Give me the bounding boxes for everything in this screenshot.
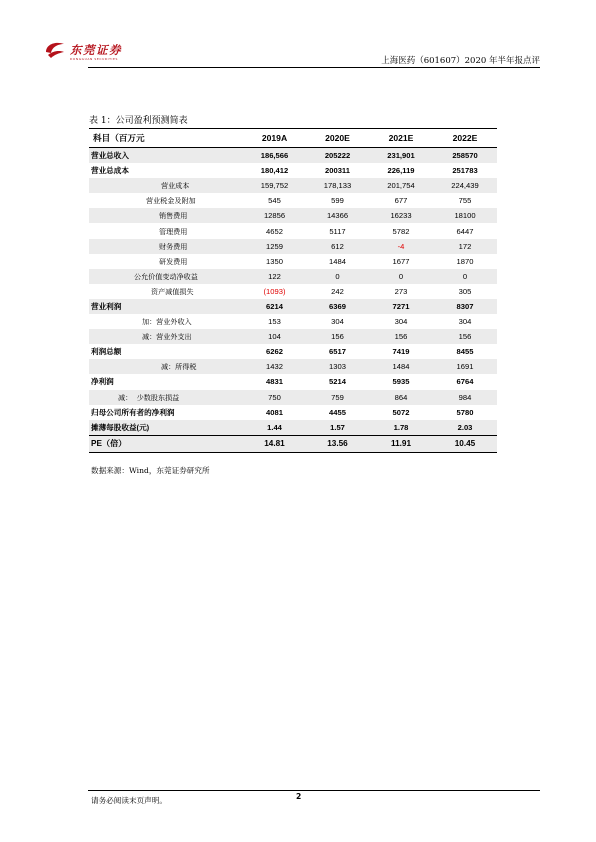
cell-value: 6262 (266, 347, 283, 357)
table-row (89, 148, 497, 164)
cell-value: 750 (268, 392, 281, 402)
cell-value: 305 (458, 286, 472, 296)
cell-value: 156 (458, 332, 472, 342)
cell-value: 304 (394, 317, 408, 327)
cell-value: 186,566 (260, 151, 289, 161)
cell-value: 0 (462, 271, 468, 281)
cell-value-negative: (1093) (263, 286, 286, 296)
table-row (89, 223, 497, 238)
table-row (89, 359, 497, 374)
data-source-note: 数据来源：Wind，东莞证券研究所 (91, 466, 210, 475)
cell-value: 122 (268, 271, 281, 281)
row-label: 营业税金及附加 (146, 196, 196, 206)
row-label: 减：营业外支出 (142, 332, 192, 342)
cell-value: 1484 (329, 256, 346, 266)
brand-name: 东莞证券 (70, 43, 122, 57)
cell-value: 2.03 (457, 422, 473, 432)
cell-value: 4081 (266, 407, 283, 417)
row-label: 归母公司所有者的净利润 (91, 407, 175, 417)
cell-value: 180,412 (260, 166, 289, 176)
cell-value: 16233 (390, 211, 412, 221)
cell-value: 304 (458, 317, 472, 327)
cell-value: 178,133 (323, 181, 352, 191)
row-label: 营业成本 (161, 181, 190, 191)
cell-value: 677 (394, 196, 408, 206)
table-row (89, 178, 497, 193)
table-row (89, 420, 497, 436)
column-header-2020e: 2020E (325, 132, 350, 143)
row-label: 销售费用 (159, 211, 188, 221)
cell-value: 304 (331, 317, 344, 327)
table-row-pe (89, 435, 497, 452)
row-label: 管理费用 (159, 226, 188, 236)
cell-value: 755 (458, 196, 472, 206)
cell-value: 6214 (266, 301, 283, 311)
cell-value: 8307 (456, 301, 474, 311)
table-row (89, 193, 497, 208)
row-label: 净利润 (91, 377, 114, 387)
cell-value: 1870 (456, 256, 474, 266)
row-label: 利润总额 (91, 347, 122, 357)
cell-value: 1484 (392, 362, 410, 372)
cell-value: 612 (331, 241, 344, 251)
cell-value: 172 (458, 241, 472, 251)
cell-value: 599 (331, 196, 344, 206)
earnings-forecast-table (89, 128, 497, 453)
table-row (89, 374, 497, 389)
cell-value: 984 (458, 392, 472, 402)
cell-value: 156 (394, 332, 408, 342)
table-caption: 表 1：公司盈利预测简表 (89, 116, 188, 126)
row-label: 营业总收入 (91, 151, 129, 161)
brand-subtitle: DONGGUAN SECURITIES (70, 57, 118, 61)
table-row (89, 405, 497, 420)
table-row (89, 390, 497, 405)
cell-value: 1.78 (393, 422, 409, 432)
column-header-2019a: 2019A (261, 132, 288, 143)
cell-value: 5072 (392, 407, 410, 417)
row-label: 营业利润 (91, 301, 122, 311)
row-label: PE（倍） (91, 439, 127, 449)
cell-value: 231,901 (387, 151, 415, 161)
table-row (89, 163, 497, 178)
cell-value: 156 (331, 332, 344, 342)
cell-value: 11.91 (390, 439, 412, 449)
cell-value: 1.57 (330, 422, 345, 432)
table-row (89, 344, 497, 359)
row-label: 营业总成本 (91, 166, 129, 176)
cell-value: 1.44 (267, 422, 282, 432)
row-label: 研发费用 (159, 256, 188, 266)
cell-value: 545 (268, 196, 281, 206)
table-row (89, 329, 497, 344)
table-row (89, 208, 497, 223)
cell-value: 0 (398, 271, 404, 281)
cell-value: 5117 (329, 226, 346, 236)
cell-value: 6764 (456, 377, 474, 387)
report-title: 上海医药（601607）2020 年半年报点评 (381, 56, 540, 66)
cell-value: 1303 (329, 362, 346, 372)
logo-mark-icon (44, 38, 66, 60)
cell-value: 201,754 (387, 181, 415, 191)
row-label: 摊薄每股收益(元) (91, 422, 150, 432)
cell-value: 153 (268, 317, 281, 327)
cell-value: 5935 (392, 377, 410, 387)
row-label: 加：营业外收入 (142, 317, 192, 327)
row-label: 财务费用 (159, 241, 188, 251)
row-label: 减：所得税 (161, 362, 197, 372)
cell-value: 4455 (329, 407, 346, 417)
cell-value: 864 (394, 392, 408, 402)
cell-value: 1691 (456, 362, 474, 372)
cell-value: 1677 (392, 256, 410, 266)
table-row (89, 269, 497, 284)
footer-divider (88, 790, 540, 791)
cell-value: 200311 (325, 166, 350, 176)
cell-value: 4831 (266, 377, 283, 387)
cell-value: 242 (331, 286, 344, 296)
cell-value: 6369 (329, 301, 346, 311)
table-row (89, 239, 497, 254)
cell-value: 8455 (456, 347, 474, 357)
table-row (89, 254, 497, 269)
cell-value: 759 (331, 392, 344, 402)
cell-value: 14366 (326, 211, 349, 221)
cell-value: 0 (335, 271, 340, 281)
footer-disclaimer: 请务必阅读末页声明。 (91, 796, 167, 805)
table-row (89, 299, 497, 314)
cell-value: 1432 (266, 362, 283, 372)
cell-value: 224,439 (451, 181, 479, 191)
page-number: 2 (296, 792, 302, 801)
cell-value-negative: -4 (397, 241, 405, 251)
table-header-row (89, 129, 497, 148)
table-row (89, 314, 497, 329)
column-header-2022e: 2022E (452, 132, 478, 143)
cell-value: 251783 (452, 166, 478, 176)
row-label: 资产减值损失 (151, 286, 194, 296)
cell-value: 1259 (266, 241, 283, 251)
cell-value: 18100 (454, 211, 476, 221)
cell-value: 6517 (329, 347, 346, 357)
cell-value: 1350 (266, 256, 283, 266)
cell-value: 5214 (329, 377, 346, 387)
cell-value: 7271 (392, 301, 410, 311)
cell-value: 13.56 (327, 439, 348, 449)
cell-value: 226,119 (387, 166, 415, 176)
row-label: 公允价值变动净收益 (134, 271, 198, 281)
cell-value: 159,752 (260, 181, 289, 191)
cell-value: 5782 (392, 226, 410, 236)
cell-value: 6447 (456, 226, 474, 236)
cell-value: 5780 (456, 407, 474, 417)
cell-value: 14.81 (264, 439, 285, 449)
column-header-2021e: 2021E (388, 132, 414, 143)
cell-value: 12856 (263, 211, 286, 221)
cell-value: 205222 (324, 151, 351, 161)
cell-value: 273 (394, 286, 408, 296)
row-label: 减： 少数股东损益 (118, 392, 180, 402)
table-row (89, 284, 497, 299)
cell-value: 258570 (452, 151, 478, 161)
column-header-item: 科目（百万元 (93, 132, 145, 143)
cell-value: 10.45 (454, 439, 476, 449)
brand-logo (44, 38, 184, 64)
cell-value: 4652 (266, 226, 283, 236)
header-divider (88, 67, 540, 68)
cell-value: 7419 (392, 347, 410, 357)
cell-value: 104 (268, 332, 281, 342)
